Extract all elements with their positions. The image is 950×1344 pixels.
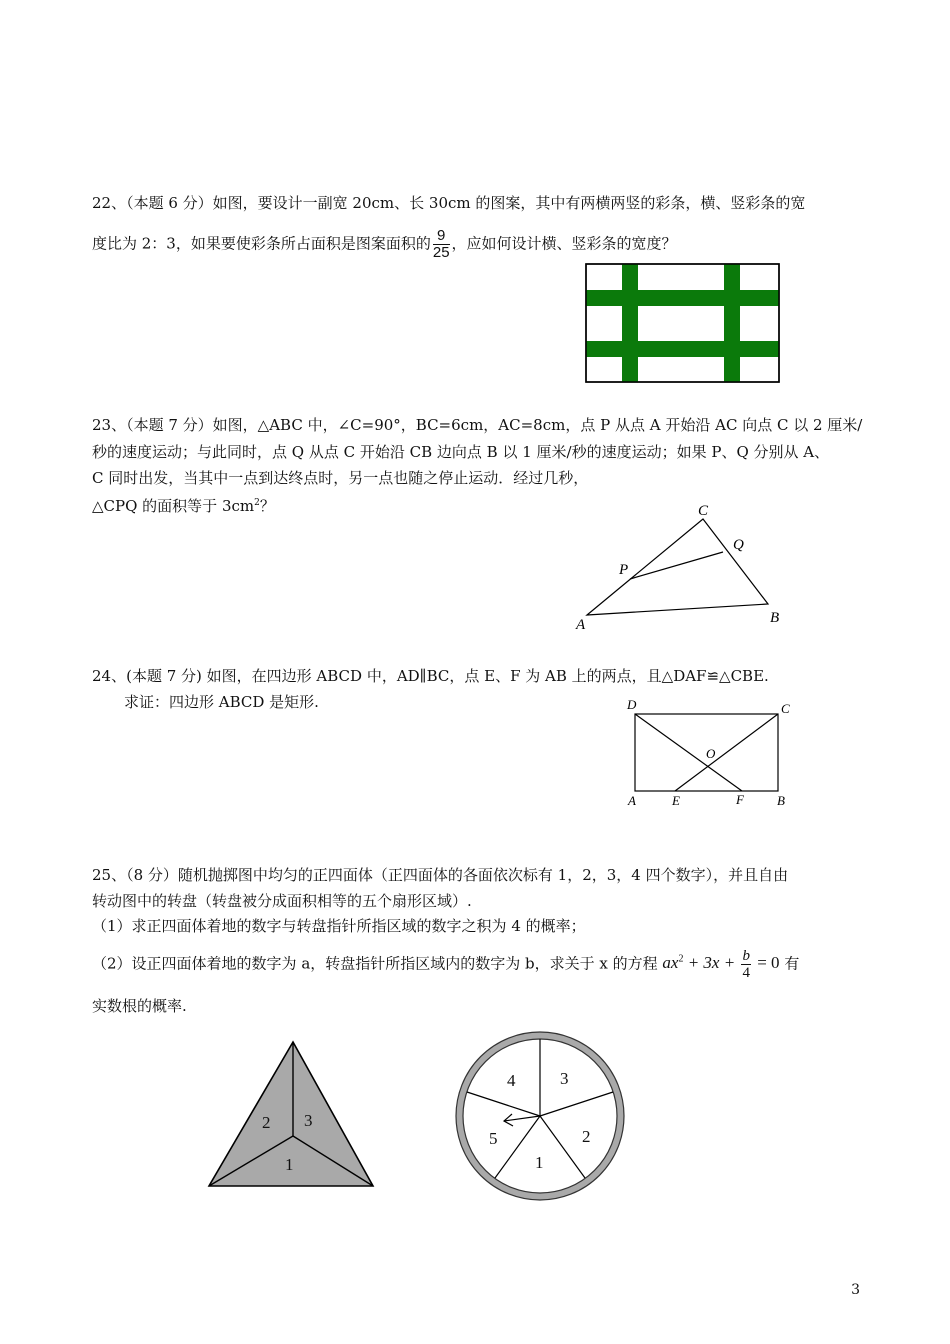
label-p: P (619, 562, 629, 578)
spinner-sector-3: 3 (560, 1069, 569, 1088)
spinner-figure (450, 1025, 630, 1210)
spinner-sector-5: 5 (489, 1129, 498, 1148)
segment-pq (630, 552, 723, 579)
horizontal-stripe-top (586, 290, 779, 306)
label-d: D (627, 697, 637, 712)
q23-line4-a: △CPQ 的面积等于 3cm (92, 497, 255, 515)
label-e: E (672, 793, 680, 808)
q23-line4-sup: 2 (254, 498, 260, 508)
q23-line4 (92, 493, 275, 516)
q25-line1: 25、（8 分）随机抛掷图中均匀的正四面体（正四面体的各面依次标有 1，2，3，4 四个数字），并且自由 (92, 866, 789, 884)
spinner-sector-4: 4 (507, 1071, 516, 1090)
eq-frac-num: b (742, 948, 750, 964)
label-q: Q (733, 537, 744, 553)
label-c: C (781, 701, 790, 716)
page-number: 3 (851, 1282, 860, 1298)
q25-line3: （1）求正四面体着地的数字与转盘指针所指区域的数字之积为 4 的概率； (92, 917, 586, 935)
q22-line1: 22、（本题 6 分）如图，要设计一副宽 20cm、长 30cm 的图案，其中有两横两竖的彩条，横、竖彩条的宽 (92, 194, 806, 212)
q23-line2: 秒的速度运动；与此同时，点 Q 从点 C 开始沿 CB 边向点 B 以 1 厘米/秒的速度运动；如果 P、Q 分别从 A、 (92, 443, 830, 461)
q22-line2-a: 度比为 2：3，如果要使彩条所占面积是图案面积的 (92, 234, 431, 253)
vertical-stripe-left (622, 264, 638, 382)
spinner-sector-1: 1 (535, 1153, 544, 1172)
label-o: O (706, 746, 716, 761)
triangle-abc (587, 519, 768, 615)
eq-a: ax (662, 953, 679, 973)
eq-c: = 0 (752, 953, 780, 973)
tetra-face-2: 2 (262, 1113, 271, 1132)
q23-line3: C 同时出发，当其中一点到达终点时，另一点也随之停止运动．经过几秒， (92, 469, 589, 487)
label-b: B (770, 610, 780, 626)
q25-line5: 实数根的概率. (92, 997, 187, 1015)
eq-frac-den: 4 (742, 965, 750, 981)
q24-line2: 求证：四边形 ABCD 是矩形. (124, 693, 319, 711)
pattern-border (586, 264, 779, 382)
q24-rectangle-figure (620, 695, 800, 815)
vertical-stripe-right (724, 264, 740, 382)
label-a: A (576, 617, 586, 633)
q22-line2 (92, 228, 677, 261)
q22-frac-den: 25 (432, 244, 450, 261)
q25-line4 (92, 948, 799, 981)
eq-b: + 3x + (683, 953, 740, 973)
label-f: F (736, 792, 744, 807)
q22-fraction (433, 228, 450, 261)
q23-line4-b: ？ (259, 497, 275, 515)
eq-fraction (741, 948, 751, 981)
q22-frac-num: 9 (433, 228, 450, 245)
q24-line1: 24、(本题 7 分) 如图，在四边形 ABCD 中，AD∥BC，点 E、F 为 AB 上的两点，且△DAF≌△CBE. (92, 667, 769, 685)
q22-line2-b: ，应如何设计横、竖彩条的宽度？ (451, 234, 677, 253)
q25-line4-b: 有 (784, 954, 800, 973)
q25-line4-a: （2）设正四面体着地的数字为 a，转盘指针所指区域内的数字为 b，求关于 x 的方程 (92, 954, 658, 973)
label-b: B (777, 793, 785, 808)
label-a: A (628, 793, 636, 808)
spinner-sector-2: 2 (582, 1127, 591, 1146)
tetrahedron-figure (205, 1035, 380, 1195)
label-c: C (698, 503, 709, 519)
tetra-face-1: 1 (285, 1155, 294, 1174)
eq-sup: 2 (678, 953, 684, 965)
q23-triangle-figure (570, 498, 790, 633)
q25-equation (662, 948, 780, 981)
tetra-face-3: 3 (304, 1111, 313, 1130)
q25-line2: 转动图中的转盘（转盘被分成面积相等的五个扇形区域）. (92, 892, 472, 910)
q22-stripe-pattern-figure (585, 263, 781, 384)
q23-line1: 23、（本题 7 分）如图，△ABC 中，∠C=90°，BC=6cm，AC=8cm，点 P 从点 A 开始沿 AC 向点 C 以 2 厘米/ (92, 416, 863, 434)
horizontal-stripe-bottom (586, 341, 779, 357)
